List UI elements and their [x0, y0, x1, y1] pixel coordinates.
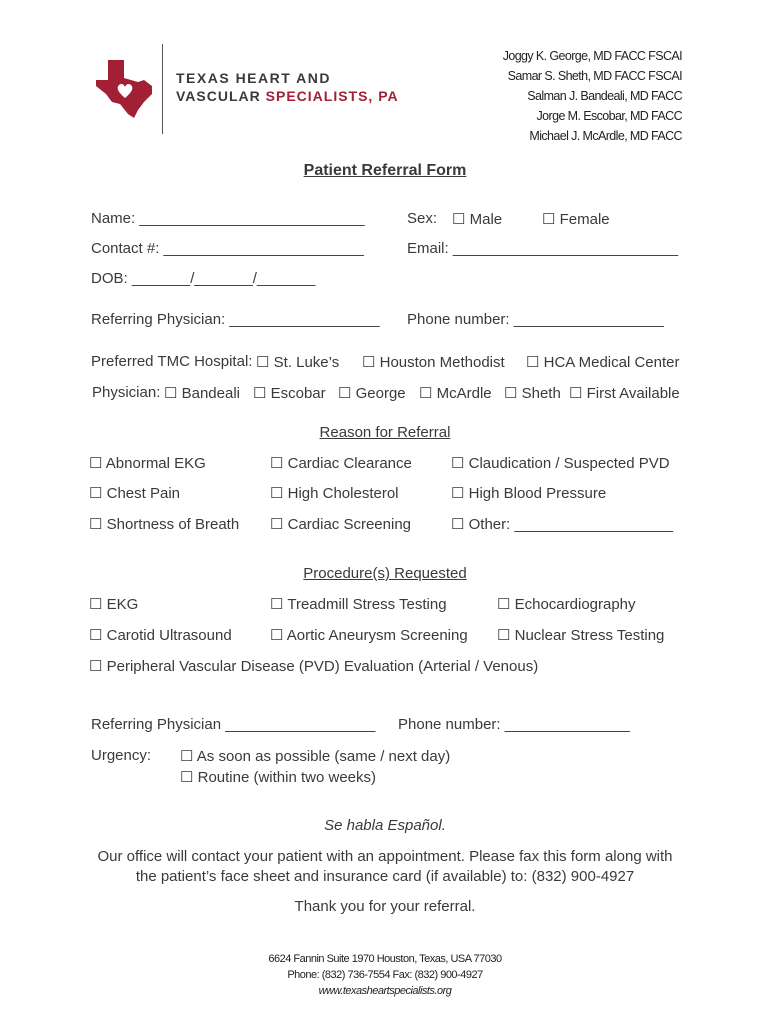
instructions-line-1: Our office will contact your patient with an appointment. Please fax this form along with	[97, 848, 673, 865]
physician-mcardle-checkbox[interactable]: ☐ McArdle	[419, 385, 492, 402]
doctor-name: Salman J. Bandeali, MD FACC	[527, 89, 682, 103]
referring-physician-field[interactable]: Referring Physician: __________________	[91, 311, 380, 328]
procedure-aortic-checkbox[interactable]: ☐ Aortic Aneurysm Screening	[270, 627, 468, 644]
dob-field[interactable]: DOB: _______/_______/_______	[91, 270, 316, 287]
footer-address: 6624 Fannin Suite 1970 Houston, Texas, USA 77030	[268, 953, 502, 965]
procedure-ekg-checkbox[interactable]: ☐ EKG	[89, 596, 139, 613]
hospital-label: Preferred TMC Hospital:	[91, 353, 253, 370]
urgency-asap-checkbox[interactable]: ☐ As soon as possible (same / next day)	[180, 748, 451, 765]
reason-cardiac-clearance-checkbox[interactable]: ☐ Cardiac Clearance	[270, 455, 412, 472]
name-field[interactable]: Name: ___________________________	[91, 210, 365, 227]
doctor-name: Michael J. McArdle, MD FACC	[529, 129, 682, 143]
physician-george-checkbox[interactable]: ☐ George	[338, 385, 406, 402]
bottom-referring-physician-field[interactable]: Referring Physician __________________	[91, 716, 376, 733]
physician-sheth-checkbox[interactable]: ☐ Sheth	[504, 385, 561, 402]
doctor-name: Jorge M. Escobar, MD FACC	[536, 109, 682, 123]
male-checkbox[interactable]: ☐ Male	[452, 211, 503, 228]
physician-first-available-checkbox[interactable]: ☐ First Available	[569, 385, 680, 402]
reason-chest-pain-checkbox[interactable]: ☐ Chest Pain	[89, 485, 180, 502]
email-field[interactable]: Email: ___________________________	[407, 240, 679, 257]
footer-website-link[interactable]: www.texasheartspecialists.org	[318, 985, 452, 997]
urgency-routine-checkbox[interactable]: ☐ Routine (within two weeks)	[180, 769, 377, 786]
logo-divider	[162, 44, 163, 134]
logo-text-line1: TEXAS HEART AND	[176, 70, 331, 86]
spanish-note: Se habla Español.	[324, 817, 446, 834]
physician-escobar-checkbox[interactable]: ☐ Escobar	[253, 385, 326, 402]
procedure-carotid-checkbox[interactable]: ☐ Carotid Ultrasound	[89, 627, 232, 644]
hospital-houston-methodist-checkbox[interactable]: ☐ Houston Methodist	[362, 354, 505, 371]
texas-heart-logo-icon	[94, 58, 156, 120]
contact-field[interactable]: Contact #: ________________________	[91, 240, 364, 257]
thank-you-text: Thank you for your referral.	[294, 898, 476, 915]
reason-abnormal-ekg-checkbox[interactable]: ☐ Abnormal EKG	[89, 455, 206, 472]
reason-shortness-of-breath-checkbox[interactable]: ☐ Shortness of Breath	[89, 516, 240, 533]
reason-claudication-checkbox[interactable]: ☐ Claudication / Suspected PVD	[451, 455, 670, 472]
physician-bandeali-checkbox[interactable]: ☐ Bandeali	[164, 385, 240, 402]
procedure-pvd-checkbox[interactable]: ☐ Peripheral Vascular Disease (PVD) Evaluation (Arterial / Venous)	[89, 658, 539, 675]
physician-list	[503, 46, 682, 146]
hospital-hca-checkbox[interactable]: ☐ HCA Medical Center	[526, 354, 680, 371]
sex-label: Sex:	[407, 210, 438, 227]
physician-label: Physician:	[92, 384, 161, 401]
instructions-line-2: the patient’s face sheet and insurance card (if available) to: (832) 900-4927	[135, 868, 635, 885]
bottom-phone-number-field[interactable]: Phone number: _______________	[398, 716, 630, 733]
doctor-name: Joggy K. George, MD FACC FSCAI	[502, 49, 682, 63]
hospital-st-lukes-checkbox[interactable]: ☐ St. Luke’s	[256, 354, 340, 371]
procedure-nuclear-checkbox[interactable]: ☐ Nuclear Stress Testing	[497, 627, 665, 644]
reason-other-checkbox[interactable]: ☐ Other: ___________________	[451, 516, 673, 533]
urgency-label: Urgency:	[91, 747, 152, 764]
procedure-heading: Procedure(s) Requested	[303, 565, 467, 582]
female-checkbox[interactable]: ☐ Female	[542, 211, 610, 228]
procedure-echo-checkbox[interactable]: ☐ Echocardiography	[497, 596, 636, 613]
logo-text-line2: VASCULAR SPECIALISTS, PA	[176, 88, 399, 104]
doctor-name: Samar S. Sheth, MD FACC FSCAI	[507, 69, 682, 83]
reason-heading: Reason for Referral	[319, 424, 451, 441]
reason-cardiac-screening-checkbox[interactable]: ☐ Cardiac Screening	[270, 516, 412, 533]
procedure-treadmill-checkbox[interactable]: ☐ Treadmill Stress Testing	[270, 596, 447, 613]
reason-high-cholesterol-checkbox[interactable]: ☐ High Cholesterol	[270, 485, 399, 502]
reason-high-blood-pressure-checkbox[interactable]: ☐ High Blood Pressure	[451, 485, 607, 502]
form-title: Patient Referral Form	[303, 162, 467, 179]
phone-number-field[interactable]: Phone number: __________________	[407, 311, 664, 328]
footer-phone-fax: Phone: (832) 736-7554 Fax: (832) 900-4927	[287, 969, 483, 981]
